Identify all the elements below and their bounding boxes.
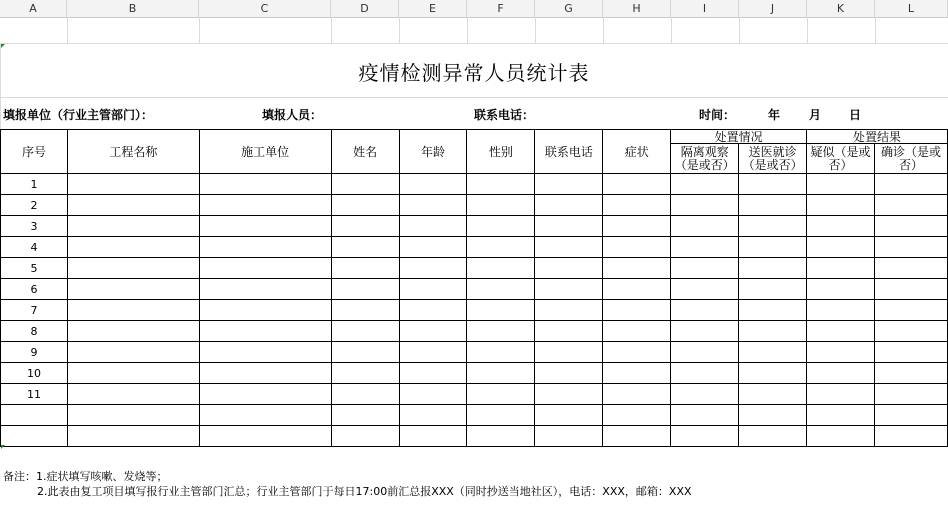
reporter-label[interactable]: 填报人员： [262, 108, 323, 122]
table-cell[interactable] [603, 195, 671, 216]
table-cell[interactable] [671, 174, 739, 195]
gridline [67, 17, 68, 43]
table-cell[interactable] [399, 279, 467, 300]
table-cell[interactable] [875, 174, 948, 195]
table-cell[interactable] [807, 405, 875, 426]
table-cell[interactable] [807, 426, 875, 447]
table-cell[interactable] [875, 342, 948, 363]
table-cell[interactable] [739, 342, 807, 363]
table-cell[interactable] [331, 216, 399, 237]
column-header-b[interactable]: B [67, 0, 199, 17]
header-age[interactable]: 年龄 [399, 130, 467, 174]
table-cell[interactable] [467, 279, 535, 300]
table-cell[interactable] [739, 195, 807, 216]
table-cell[interactable] [535, 300, 603, 321]
table-cell[interactable] [603, 321, 671, 342]
column-header-d[interactable]: D [331, 0, 399, 17]
table-row [1, 405, 948, 426]
table-cell[interactable] [807, 216, 875, 237]
year-label[interactable]: 年 [768, 108, 781, 122]
table-cell[interactable] [399, 363, 467, 384]
row-number-cell[interactable]: 5 [1, 258, 68, 279]
table-cell[interactable] [739, 279, 807, 300]
table-cell[interactable] [875, 405, 948, 426]
month-label[interactable]: 月 [809, 108, 822, 122]
table-cell[interactable] [67, 195, 199, 216]
table-cell[interactable] [67, 363, 199, 384]
table-row [1, 426, 948, 447]
table-cell[interactable] [535, 279, 603, 300]
table-cell[interactable] [399, 174, 467, 195]
table-cell[interactable] [331, 237, 399, 258]
table-cell[interactable] [807, 237, 875, 258]
column-header-l[interactable]: L [875, 0, 948, 17]
table-row [1, 342, 948, 363]
table-cell[interactable] [807, 342, 875, 363]
table-cell[interactable] [331, 405, 399, 426]
table-cell[interactable] [399, 216, 467, 237]
table-cell[interactable] [807, 258, 875, 279]
table-cell[interactable] [467, 321, 535, 342]
table-cell[interactable] [875, 363, 948, 384]
table-cell[interactable] [671, 384, 739, 405]
table-cell[interactable] [603, 258, 671, 279]
table-cell[interactable] [603, 300, 671, 321]
table-cell[interactable] [807, 279, 875, 300]
gridline [0, 43, 948, 44]
table-cell[interactable] [331, 384, 399, 405]
table-cell[interactable] [199, 174, 331, 195]
table-cell[interactable] [467, 405, 535, 426]
table-cell[interactable] [331, 279, 399, 300]
table-cell[interactable] [807, 384, 875, 405]
table-body [1, 174, 948, 447]
table-cell[interactable] [739, 300, 807, 321]
report-unit-label[interactable]: 填报单位（行业主管部门）： [3, 108, 154, 122]
row-number-cell[interactable]: 10 [1, 363, 68, 384]
table-cell[interactable] [399, 321, 467, 342]
table-cell[interactable] [739, 363, 807, 384]
header-hospital[interactable]: 送医就诊（是或否） [739, 144, 807, 174]
table-cell[interactable] [199, 363, 331, 384]
table-cell[interactable] [199, 237, 331, 258]
table-cell[interactable] [331, 258, 399, 279]
table-cell[interactable] [67, 384, 199, 405]
table-cell[interactable] [331, 363, 399, 384]
sheet-title[interactable]: 疫情检测异常人员统计表 [358, 61, 590, 85]
column-header-a[interactable]: A [0, 0, 67, 17]
table-cell[interactable] [671, 279, 739, 300]
header-builder[interactable]: 施工单位 [199, 130, 331, 174]
table-cell[interactable] [399, 300, 467, 321]
table-cell[interactable] [399, 258, 467, 279]
table-cell[interactable] [739, 237, 807, 258]
row-number-cell[interactable]: 8 [1, 321, 68, 342]
table-cell[interactable] [467, 216, 535, 237]
table-cell[interactable] [467, 342, 535, 363]
table-cell[interactable] [671, 363, 739, 384]
table-row [1, 237, 948, 258]
notes[interactable] [3, 469, 692, 499]
table-cell[interactable] [535, 258, 603, 279]
note-line-1: 备注：1.症状填写咳嗽、发烧等； [3, 470, 168, 483]
table-cell[interactable] [67, 216, 199, 237]
gridline [467, 17, 468, 43]
table-cell[interactable] [331, 342, 399, 363]
gridline [671, 17, 672, 43]
table-cell[interactable] [535, 342, 603, 363]
time-label[interactable]: 时间： [699, 108, 736, 122]
table-cell[interactable] [467, 363, 535, 384]
column-header-f[interactable]: F [467, 0, 535, 17]
table-cell[interactable] [807, 363, 875, 384]
table-cell[interactable] [671, 258, 739, 279]
table-row [1, 321, 948, 342]
table-cell[interactable] [603, 174, 671, 195]
table-cell[interactable] [875, 300, 948, 321]
cell-marker [1, 445, 5, 449]
column-header-c[interactable]: C [199, 0, 331, 17]
table-cell[interactable] [467, 258, 535, 279]
table-cell[interactable] [535, 195, 603, 216]
table-cell[interactable] [535, 384, 603, 405]
table-cell[interactable] [671, 321, 739, 342]
table-cell[interactable] [807, 300, 875, 321]
row-number-cell[interactable]: 7 [1, 300, 68, 321]
row-number-cell[interactable]: 9 [1, 342, 68, 363]
row-number-cell[interactable]: 6 [1, 279, 68, 300]
row-number-cell[interactable]: 3 [1, 216, 68, 237]
table-cell[interactable] [399, 384, 467, 405]
table-cell[interactable] [331, 300, 399, 321]
gridline [535, 17, 536, 43]
table-cell[interactable] [875, 384, 948, 405]
table-cell[interactable] [199, 321, 331, 342]
table-row [1, 363, 948, 384]
table-cell[interactable] [671, 426, 739, 447]
table-cell[interactable] [603, 216, 671, 237]
column-header-i[interactable]: I [671, 0, 739, 17]
table-cell[interactable] [331, 195, 399, 216]
table-cell[interactable] [67, 342, 199, 363]
table-cell[interactable] [739, 174, 807, 195]
column-header-e[interactable]: E [399, 0, 467, 17]
table-cell[interactable] [603, 405, 671, 426]
table-cell[interactable] [199, 216, 331, 237]
header-isolation[interactable]: 隔离观察（是或否） [671, 144, 739, 174]
table-cell[interactable] [467, 174, 535, 195]
table-cell[interactable] [67, 426, 199, 447]
table-cell[interactable] [875, 321, 948, 342]
row-number-cell[interactable]: 4 [1, 237, 68, 258]
header-seq[interactable]: 序号 [1, 130, 68, 174]
table-cell[interactable] [535, 216, 603, 237]
table-cell[interactable] [739, 321, 807, 342]
table-cell[interactable] [603, 279, 671, 300]
table-cell[interactable] [467, 426, 535, 447]
table-cell[interactable] [467, 195, 535, 216]
table-cell[interactable] [875, 237, 948, 258]
table-cell[interactable] [199, 384, 331, 405]
table-row [1, 195, 948, 216]
table-cell[interactable] [671, 216, 739, 237]
table-cell[interactable] [467, 237, 535, 258]
table-cell[interactable] [467, 384, 535, 405]
table-cell[interactable] [467, 300, 535, 321]
table-cell[interactable] [603, 237, 671, 258]
phone-label[interactable]: 联系电话： [474, 108, 535, 122]
row-number-cell[interactable]: 11 [1, 384, 68, 405]
table-cell[interactable] [739, 426, 807, 447]
table-cell[interactable] [199, 258, 331, 279]
table-cell[interactable] [331, 321, 399, 342]
table-row [1, 216, 948, 237]
header-contact[interactable]: 联系电话 [535, 130, 603, 174]
gridline [399, 17, 400, 43]
table-cell[interactable] [875, 279, 948, 300]
table-cell[interactable] [535, 237, 603, 258]
table-row [1, 279, 948, 300]
table-row [1, 300, 948, 321]
table-cell[interactable] [671, 237, 739, 258]
table-cell[interactable] [67, 300, 199, 321]
table-cell[interactable] [535, 363, 603, 384]
gridline [875, 17, 876, 43]
header-gender[interactable]: 性别 [467, 130, 535, 174]
table-cell[interactable] [739, 384, 807, 405]
header-handling[interactable]: 处置情况 [671, 130, 807, 144]
column-header-bar [0, 0, 948, 18]
table-cell[interactable] [67, 237, 199, 258]
table-cell[interactable] [603, 426, 671, 447]
column-header-k[interactable]: K [807, 0, 875, 17]
table-cell[interactable] [399, 342, 467, 363]
statistics-table [0, 129, 948, 447]
table-cell[interactable] [535, 426, 603, 447]
table-cell[interactable] [399, 237, 467, 258]
row-number-cell[interactable]: 2 [1, 195, 68, 216]
table-cell[interactable] [535, 321, 603, 342]
table-cell[interactable] [535, 174, 603, 195]
table-cell[interactable] [67, 405, 199, 426]
cell-marker [1, 44, 5, 48]
table-cell[interactable] [807, 174, 875, 195]
table-cell[interactable] [875, 258, 948, 279]
table-cell[interactable] [807, 321, 875, 342]
row-number-cell[interactable] [1, 405, 68, 426]
table-cell[interactable] [399, 426, 467, 447]
table-cell[interactable] [875, 216, 948, 237]
gridline [0, 97, 948, 98]
row-number-cell[interactable]: 1 [1, 174, 68, 195]
column-header-j[interactable]: J [739, 0, 807, 17]
table-cell[interactable] [739, 216, 807, 237]
day-label[interactable]: 日 [849, 108, 862, 122]
header-symptom[interactable]: 症状 [603, 130, 671, 174]
table-cell[interactable] [331, 426, 399, 447]
table-cell[interactable] [739, 258, 807, 279]
table-cell[interactable] [603, 342, 671, 363]
header-confirm[interactable]: 确诊（是或否） [875, 144, 948, 174]
table-cell[interactable] [67, 321, 199, 342]
table-cell[interactable] [199, 300, 331, 321]
table-cell[interactable] [671, 300, 739, 321]
column-header-g[interactable]: G [535, 0, 603, 17]
header-result[interactable]: 处置结果 [807, 130, 948, 144]
table-cell[interactable] [603, 384, 671, 405]
table-cell[interactable] [67, 258, 199, 279]
table-cell[interactable] [199, 279, 331, 300]
gridline [739, 17, 740, 43]
table-cell[interactable] [399, 195, 467, 216]
header-project[interactable]: 工程名称 [67, 130, 199, 174]
header-name[interactable]: 姓名 [331, 130, 399, 174]
table-cell[interactable] [671, 195, 739, 216]
table-cell[interactable] [331, 174, 399, 195]
table-cell[interactable] [671, 405, 739, 426]
table-cell[interactable] [807, 195, 875, 216]
table-cell[interactable] [875, 426, 948, 447]
table-cell[interactable] [67, 279, 199, 300]
column-header-h[interactable]: H [603, 0, 671, 17]
table-cell[interactable] [603, 363, 671, 384]
gridline [199, 17, 200, 43]
table-cell[interactable] [671, 342, 739, 363]
table-row [1, 174, 948, 195]
gridline [603, 17, 604, 43]
gridline [807, 17, 808, 43]
row-number-cell[interactable] [1, 426, 68, 447]
table-row [1, 258, 948, 279]
table-cell[interactable] [199, 342, 331, 363]
table-row [1, 384, 948, 405]
table-cell[interactable] [199, 195, 331, 216]
table-cell[interactable] [67, 174, 199, 195]
table-cell[interactable] [535, 405, 603, 426]
table-cell[interactable] [875, 195, 948, 216]
gridline [331, 17, 332, 43]
table-cell[interactable] [399, 405, 467, 426]
note-line-2: 2.此表由复工项目填写报行业主管部门汇总；行业主管部门于每日17:00前汇总报XXX（同时抄送当地社区），电话：XXX，邮箱：XXX [37, 485, 692, 498]
table-cell[interactable] [199, 426, 331, 447]
table-cell[interactable] [739, 405, 807, 426]
table-cell[interactable] [199, 405, 331, 426]
header-suspect[interactable]: 疑似（是或否） [807, 144, 875, 174]
